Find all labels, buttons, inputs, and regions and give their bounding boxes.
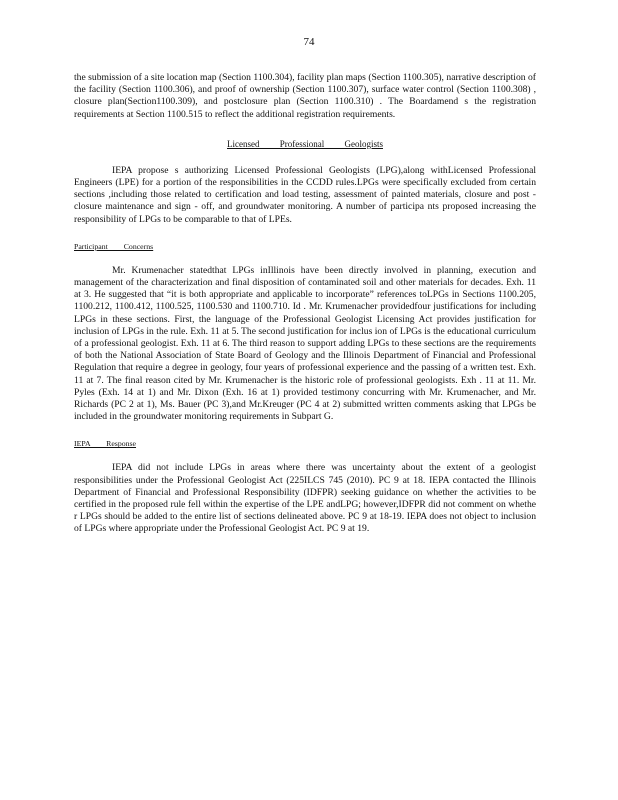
paragraph-participant-concerns: Mr. Krumenacher statedthat LPGs inIllinois have been directly involved in planning, execution and management of the characterization and final disposition of contaminated soil and other materials for decades. Exh. 11 at 3. He suggested that “it is both appropriate and applicable to incorporate” references toLPGs in Sections 1100.205, 1100.212, 1100.412, 1100.525, 1100.530 and 1100.710. Id . Mr. Krumenacher providedfour justifications for including LPGs in these sections. First, the language of the Professional Geologist Licensing Act provides justification for inclusion of LPGs in the rule. Exh. 11 at 5. The second justification for inclus ion of LPGs is the educational curriculum of a professional geologist. Exh. 11 at 6. The third reason to support adding LPGs to these sections are the requirements of both the National Association of State Board of Geology and the Illinois Department of Financial and Professional Regulation that require a degree in geology, four years of professional experience and the passing of a written test. Exh. 11 at 7. The final reason cited by Mr. Krumenacher is the historic role of professional geologists. Exh . 11 at 11. Mr. Pyles (Exh. 14 at 1) and Mr. Dixon (Exh. 16 at 1) provided testimony concurring with Mr. Krumenacher, and Mr. Richards (PC 2 at 1), Ms. Bauer (PC 3),and Mr.Kreuger (PC 4 at 2) submitted written comments asking that LPGs be included in the groundwater monitoring requirements in Subpart G. <box>74 264 536 423</box>
section-heading-lpg: Licensed Professional Geologists <box>227 138 383 149</box>
page-number: 74 <box>303 36 315 48</box>
section-heading-participant-concerns: Participant Concerns <box>74 241 154 251</box>
paragraph-intro: the submission of a site location map (Section 1100.304), facility plan maps (Section 1100.305), narrative description of the facility (Section 1100.306), and proof of ownership (Section 1100.307), surface water control (Section 1100.308) , closure plan(Section1100.309), and postclosure plan (Section 1100.310) . The Boardamend s the registration requirements at Section 1100.515 to reflect the additional registration requirements. <box>74 72 536 120</box>
section-heading-iepa-response: IEPA Response <box>74 439 137 449</box>
document-body <box>74 72 536 536</box>
paragraph-iepa-proposes: IEPA propose s authorizing Licensed Professional Geologists (LPG),along withLicensed Professional Engineers (LPE) for a portion of the responsibilities in the CCDD rules.LPGs were specifically excluded from certain sections ,including those related to certification and load testing, assessment of painted materials, closure and post - closure maintenance and sign - off, and groundwater monitoring. A number of participa nts proposed increasing the responsibility of LPGs to be comparable to that of LPEs. <box>74 164 536 225</box>
paragraph-iepa-response: IEPA did not include LPGs in areas where there was uncertainty about the extent of a geologist responsibilities under the Professional Geologist Act (225ILCS 745 (2010). PC 9 at 18. IEPA contacted the Illinois Department of Financial and Professional Responsibility (IDFPR) seeking guidance on whether the activities to be certified in the proposed rule fell within the expertise of the LPE andLPG; however,IDFPR did not comment on whethe r LPGs should be added to the entire list of sections delineated above. PC 9 at 18-19. IEPA does not object to inclusion of LPGs where appropriate under the Professional Geologist Act. PC 9 at 19. <box>74 462 536 535</box>
